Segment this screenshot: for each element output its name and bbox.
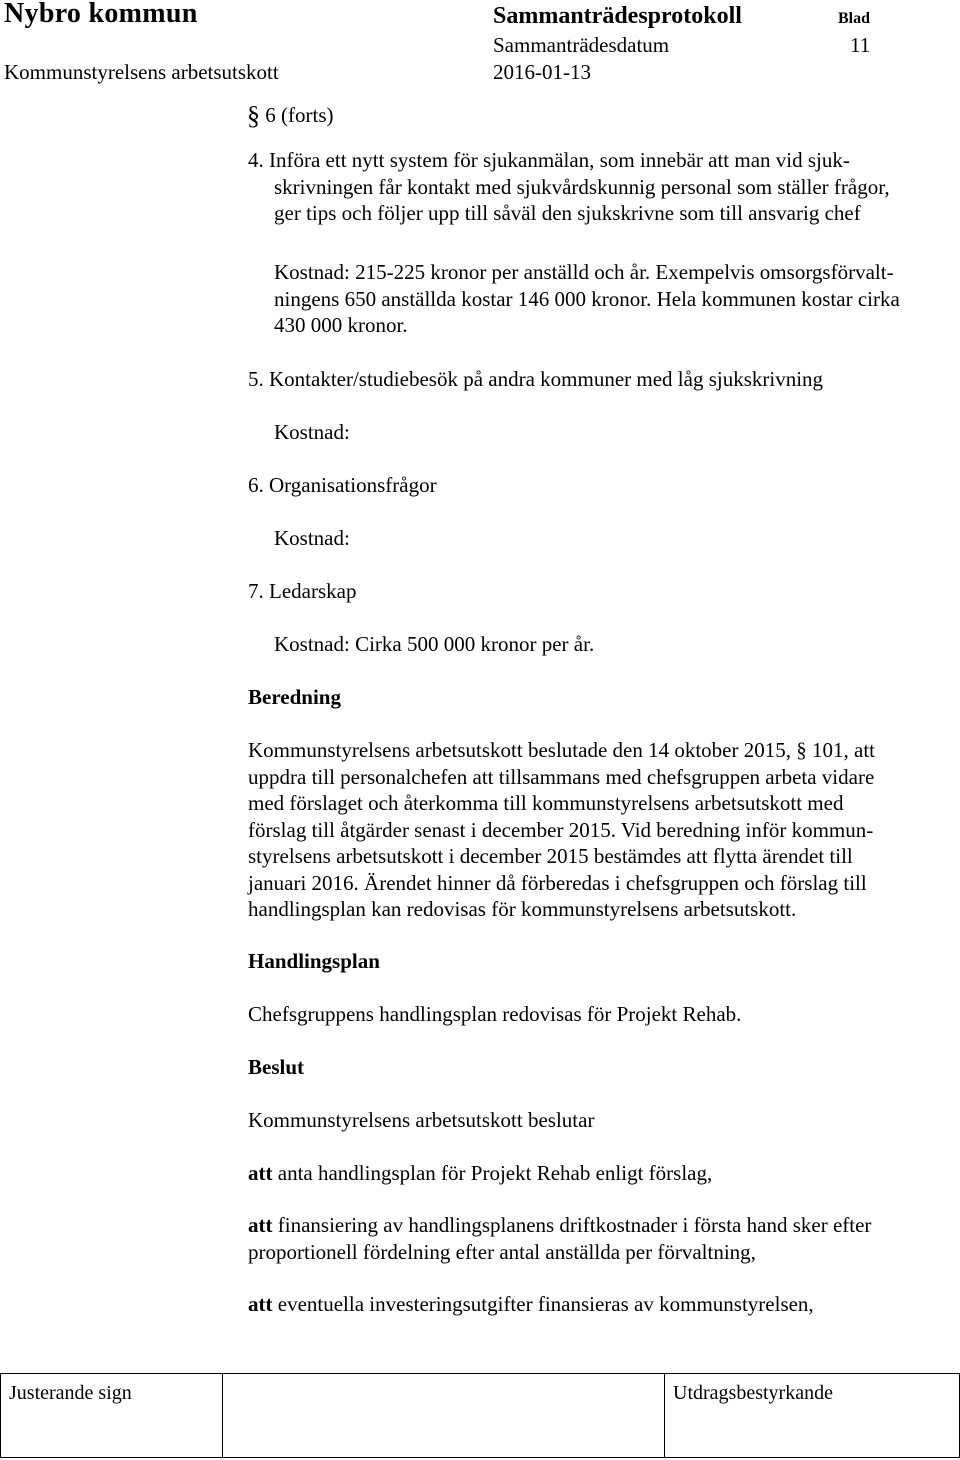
item-4-cost-line: ningens 650 anställda kostar 146 000 kronor. Hela kommunen kostar cirka xyxy=(274,286,900,311)
meeting-date-label: Sammanträdesdatum xyxy=(493,33,670,57)
beredning-line: Kommunstyrelsens arbetsutskott beslutade den 14 oktober 2015, § 101, att xyxy=(248,738,875,762)
section-heading xyxy=(247,101,333,131)
blad-label: Blad xyxy=(838,10,871,27)
beredning-body xyxy=(248,737,875,923)
beredning-line: med förslaget och återkomma till kommunstyrelsens arbetsutskott med xyxy=(248,791,844,815)
paragraph-symbol: § xyxy=(247,101,260,130)
signature-cell xyxy=(223,1374,665,1457)
page-number: 11 xyxy=(850,33,871,57)
protocol-title: Sammanträdesprotokoll xyxy=(493,3,742,29)
committee-name: Kommunstyrelsens arbetsutskott xyxy=(4,60,279,84)
item-4-cost-line: 430 000 kronor. xyxy=(274,313,408,337)
beredning-line: handlingsplan kan redovisas för kommunstyrelsens arbetsutskott. xyxy=(248,897,797,921)
beredning-line: januari 2016. Ärendet hinner då förberedas i chefsgruppen och förslag till xyxy=(248,870,867,895)
org-name: Nybro kommun xyxy=(4,0,198,29)
item-4-line: skrivningen får kontakt med sjukvårdskunnig personal som ställer frågor, xyxy=(274,174,890,199)
att-keyword: att xyxy=(248,1161,273,1185)
handlingsplan-text: Chefsgruppens handlingsplan redovisas för Projekt Rehab. xyxy=(248,1002,742,1026)
item-4-cost xyxy=(274,259,900,339)
utdrag-cell xyxy=(665,1374,959,1457)
beredning-heading: Beredning xyxy=(248,685,341,709)
beslut-point-text: finansiering av handlingsplanens driftkostnader i första hand sker efter xyxy=(277,1213,872,1237)
beslut-heading: Beslut xyxy=(248,1055,305,1079)
item-7-cost: Kostnad: Cirka 500 000 kronor per år. xyxy=(274,632,595,656)
section-label: 6 (forts) xyxy=(265,103,334,127)
meeting-date: 2016-01-13 xyxy=(493,60,591,84)
item-6-cost: Kostnad: xyxy=(274,526,350,550)
beslut-point-2 xyxy=(248,1212,871,1265)
att-keyword: att xyxy=(248,1213,273,1237)
item-7-title: 7. Ledarskap xyxy=(248,579,357,603)
signature-table xyxy=(0,1373,960,1458)
beslut-point-text: anta handlingsplan för Projekt Rehab enligt förslag, xyxy=(277,1161,713,1185)
beslut-point-3 xyxy=(248,1291,814,1318)
handlingsplan-heading: Handlingsplan xyxy=(248,949,380,973)
item-5-title: 5. Kontakter/studiebesök på andra kommuner med låg sjukskrivning xyxy=(248,367,824,391)
item-6-title: 6. Organisationsfrågor xyxy=(248,473,437,497)
beslut-point-text: eventuella investeringsutgifter finansieras av kommunstyrelsen, xyxy=(277,1292,814,1316)
beslut-point-1 xyxy=(248,1160,712,1187)
beslut-point-text: proportionell fördelning efter antal anställda per förvaltning, xyxy=(248,1239,756,1264)
item-4 xyxy=(248,147,890,227)
item-4-line: 4. Införa ett nytt system för sjukanmälan, som innebär att man vid sjuk- xyxy=(248,148,850,172)
item-5-cost: Kostnad: xyxy=(274,420,350,444)
beredning-line: förslag till åtgärder senast i december 2015. Vid beredning inför kommun- xyxy=(248,817,874,842)
att-keyword: att xyxy=(248,1292,273,1316)
utdrag-label: Utdragsbestyrkande xyxy=(673,1382,833,1404)
justerande-cell xyxy=(1,1374,223,1457)
beslut-intro: Kommunstyrelsens arbetsutskott beslutar xyxy=(248,1108,595,1132)
beredning-line: styrelsens arbetsutskott i december 2015 bestämdes att flytta ärendet till xyxy=(248,844,853,868)
justerande-label: Justerande sign xyxy=(9,1382,132,1404)
item-4-cost-line: Kostnad: 215-225 kronor per anställd och år. Exempelvis omsorgsförvalt- xyxy=(274,260,894,284)
beredning-line: uppdra till personalchefen att tillsammans med chefsgruppen arbeta vidare xyxy=(248,764,875,789)
item-4-line: ger tips och följer upp till såväl den sjukskrivne som till ansvarig chef xyxy=(274,201,861,225)
